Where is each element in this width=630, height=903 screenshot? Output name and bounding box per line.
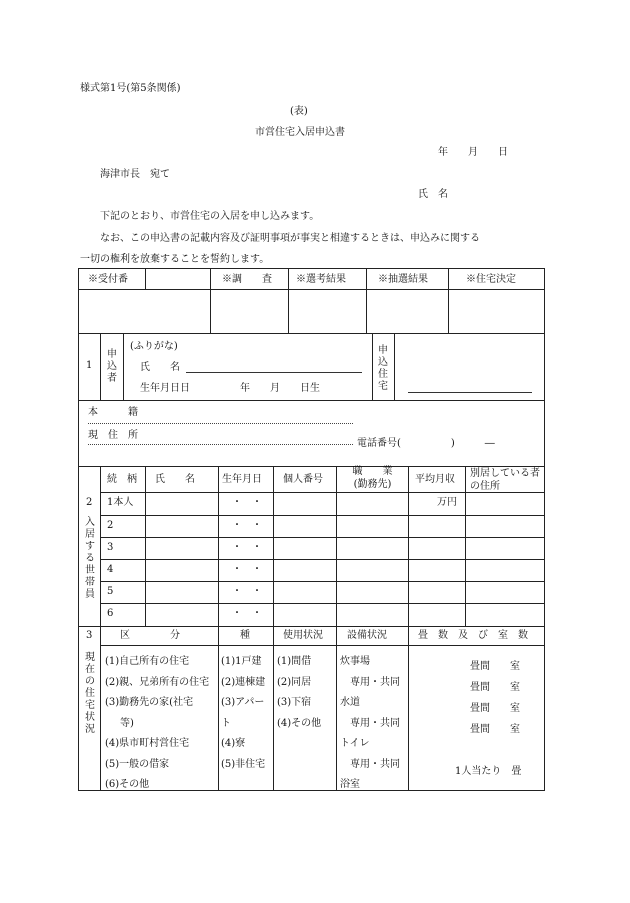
member-row-3-birth: ・ ・ bbox=[232, 542, 262, 553]
apply-housing-input-line[interactable] bbox=[408, 392, 532, 393]
type-item: ト bbox=[221, 717, 231, 729]
intro-line-2: なお、この申込書の記載内容及び証明事項が事実と相違するときは、申込みに関する bbox=[100, 233, 480, 244]
applicant-name-input-line[interactable] bbox=[186, 372, 362, 373]
selection-result-label: ※選考結果 bbox=[296, 274, 346, 285]
member-row-2-birth: ・ ・ bbox=[232, 520, 262, 531]
col-category: 区 分 bbox=[120, 630, 180, 641]
member-row-1-income-unit: 万円 bbox=[437, 497, 457, 508]
birth-ymd: 年 月 日生 bbox=[240, 383, 320, 394]
page-title: 市営住宅入居申込書 bbox=[255, 127, 345, 138]
phone-label: 電話番号( ) ― bbox=[357, 438, 495, 449]
domicile-label: 本 籍 bbox=[88, 407, 138, 418]
section3-number: 3 bbox=[86, 630, 93, 641]
apply-housing-label: 申込住宅 bbox=[378, 345, 388, 392]
member-row-6-relation: 6 bbox=[107, 608, 114, 619]
category-item: (6)その他 bbox=[105, 779, 150, 790]
member-row-6-birth: ・ ・ bbox=[232, 608, 262, 619]
survey-label: ※調 査 bbox=[222, 274, 272, 285]
category-item: (2)親、兄弟所有の住宅 bbox=[105, 676, 210, 688]
usage-item: (1)間借 bbox=[277, 656, 312, 667]
col-usage: 使用状況 bbox=[283, 630, 323, 641]
usage-item: (3)下宿 bbox=[277, 697, 312, 708]
col-personal-number: 個人番号 bbox=[283, 474, 323, 485]
facility-item: 専用・共同 bbox=[350, 676, 400, 688]
housing-decision-label: ※住宅決定 bbox=[466, 274, 516, 285]
col-tatami: 畳 数 及 び 室 数 bbox=[418, 630, 528, 641]
intro-line-1: 下記のとおり、市営住宅の入居を申し込みます。 bbox=[100, 211, 320, 222]
col-occupation: 職 業 bbox=[352, 466, 393, 477]
receipt-label: ※受付番 bbox=[88, 274, 128, 285]
member-row-1-relation: 1本人 bbox=[107, 497, 134, 508]
section1-number: 1 bbox=[86, 360, 93, 371]
col-facilities: 設備状況 bbox=[347, 630, 387, 641]
current-address-label: 現 住 所 bbox=[88, 430, 138, 441]
tatami-room-item: 畳間 室 bbox=[470, 682, 520, 693]
member-row-1-birth: ・ ・ bbox=[232, 497, 262, 508]
facility-item: 水道 bbox=[340, 697, 360, 708]
current-housing-label: 現在の住宅状況 bbox=[85, 652, 95, 735]
housing-category-list bbox=[105, 652, 209, 796]
lottery-result-label: ※抽選結果 bbox=[378, 274, 428, 285]
col-avg-income: 平均月収 bbox=[415, 474, 455, 485]
type-item: (2)連棟建 bbox=[221, 676, 266, 688]
tatami-room-item: 畳間 室 bbox=[470, 724, 520, 735]
type-item: (5)非住宅 bbox=[221, 758, 266, 770]
applicant-name-field-label: 氏 名 bbox=[140, 362, 180, 373]
facility-item: 浴室 bbox=[340, 779, 360, 790]
usage-item: (2)同居 bbox=[277, 676, 312, 688]
facility-item: 炊事場 bbox=[340, 656, 370, 667]
intro-line-3: 一切の権利を放棄することを誓約します。 bbox=[80, 254, 270, 265]
category-item: (3)勤務先の家(社宅 bbox=[105, 697, 194, 708]
per-person-tatami: 1人当たり 畳 bbox=[455, 766, 522, 777]
facility-item: 専用・共同 bbox=[350, 717, 400, 729]
household-members-label: 入居する世帯員 bbox=[85, 517, 95, 600]
section2-number: 2 bbox=[86, 497, 93, 508]
furigana-label: (ふりがな) bbox=[130, 341, 178, 352]
date-line: 年 月 日 bbox=[438, 147, 508, 158]
col-relation: 続 柄 bbox=[107, 474, 137, 485]
birthdate-label: 生年月日日 bbox=[140, 383, 190, 394]
form-number: 様式第1号(第5条関係) bbox=[80, 83, 181, 94]
category-item: (4)県市町村営住宅 bbox=[105, 738, 190, 749]
tatami-room-list bbox=[470, 656, 520, 740]
usage-item: (4)その他 bbox=[277, 717, 322, 729]
member-row-3-relation: 3 bbox=[107, 542, 114, 553]
front-label: (表) bbox=[290, 106, 308, 117]
tatami-room-item: 畳間 室 bbox=[470, 703, 520, 714]
col-workplace: (勤務先) bbox=[353, 479, 392, 490]
col-name: 氏 名 bbox=[155, 474, 195, 485]
applicant-label: 申込者 bbox=[107, 349, 117, 384]
type-item: (4)寮 bbox=[221, 738, 246, 749]
member-row-5-relation: 5 bbox=[107, 586, 114, 597]
category-item: (5)一般の借家 bbox=[105, 758, 170, 770]
category-item: (1)自己所有の住宅 bbox=[105, 656, 190, 667]
col-separate-address: 別居している者の住所 bbox=[470, 468, 540, 492]
member-row-2-relation: 2 bbox=[107, 520, 114, 531]
category-item: 等) bbox=[120, 717, 134, 729]
applicant-name-label: 氏 名 bbox=[418, 189, 448, 200]
addressee: 海津市長 宛て bbox=[100, 169, 170, 180]
usage-list bbox=[277, 652, 321, 734]
col-type: 種 bbox=[240, 630, 250, 641]
tatami-room-item: 畳間 室 bbox=[470, 661, 520, 672]
facility-item: 専用・共同 bbox=[350, 758, 400, 770]
member-row-5-birth: ・ ・ bbox=[232, 586, 262, 597]
housing-type-list bbox=[221, 652, 265, 775]
facilities-list bbox=[340, 652, 400, 796]
facility-item: トイレ bbox=[340, 738, 370, 749]
member-row-4-birth: ・ ・ bbox=[232, 564, 262, 575]
col-birthdate: 生年月日 bbox=[222, 474, 262, 485]
type-item: (3)アパー bbox=[221, 697, 265, 708]
type-item: (1)1戸建 bbox=[221, 656, 262, 667]
member-row-4-relation: 4 bbox=[107, 564, 114, 575]
